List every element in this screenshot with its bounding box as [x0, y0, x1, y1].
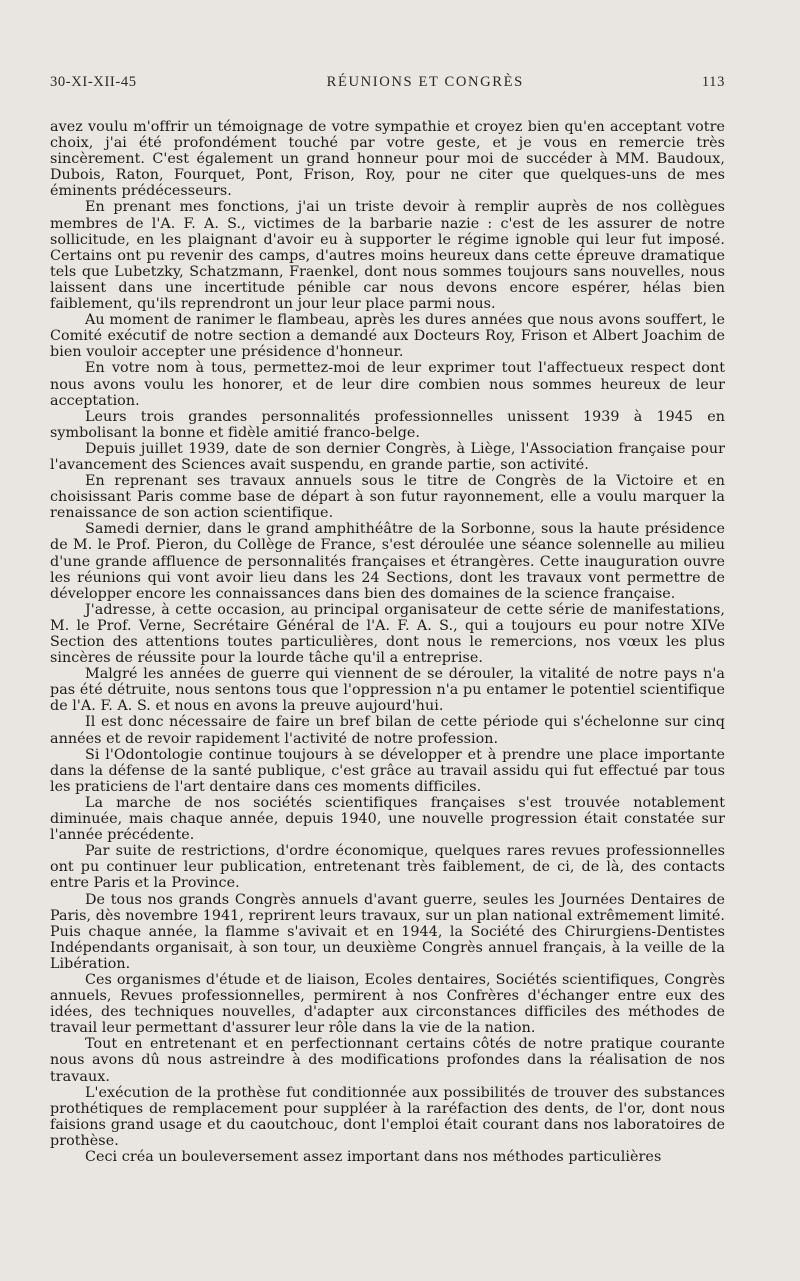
paragraph: J'adresse, à cette occasion, au principal organisateur de cette série de manifestations, M. le Prof. Verne, Secrétaire Général de l'A. F. A. S., qui a toujours eu pour notre XIVe Section des attentions toutes particulières, dont nous le remercions, nos vœux les plus sincères de réussite pour la lourde tâche qu'il a entreprise.: [50, 601, 725, 667]
paragraph: Depuis juillet 1939, date de son dernier Congrès, à Liège, l'Association française pour l'avancement des Sciences avait suspendu, en grande partie, son activité.: [50, 440, 725, 473]
page-number: 113: [701, 74, 725, 90]
paragraph: De tous nos grands Congrès annuels d'avant guerre, seules les Journées Dentaires de Paris, dès novembre 1941, reprirent leurs travaux, sur un plan national extrêmement limité. Puis chaque année, la flamme s'avivait et en 1944, la Société des Chirurgiens-Dentistes Indépendants organisait, à son tour, un deuxième Congrès annuel français, à la veille de la Libération.: [50, 891, 725, 972]
paragraph: Ces organismes d'étude et de liaison, Ecoles dentaires, Sociétés scientifiques, Congrès annuels, Revues professionnelles, permirent à nos Confrères d'échanger entre eux des idées, des techniques nouvelles, d'adapter aux circonstances difficiles des méthodes de travail leur permettant d'assurer leur rôle dans la vie de la nation.: [50, 971, 725, 1037]
header-title: RÉUNIONS ET CONGRÈS: [326, 74, 524, 90]
paragraph: En votre nom à tous, permettez-moi de leur exprimer tout l'affectueux respect dont nous avons voulu les honorer, et de leur dire combien nous sommes heureux de leur acceptation.: [50, 360, 725, 409]
header-date: 30-XI-XII-45: [50, 74, 137, 90]
paragraph: Il est donc nécessaire de faire un bref bilan de cette période qui s'échelonne sur cinq années et de revoir rapidement l'activité de notre profession.: [50, 714, 725, 747]
paragraph: En reprenant ses travaux annuels sous le titre de Congrès de la Victoire et en choisissant Paris comme base de départ à son futur rayonnement, elle a voulu marquer la renaissance de son action scientifique.: [50, 473, 725, 522]
paragraph: L'exécution de la prothèse fut conditionnée aux possibilités de trouver des substances prothétiques de remplacement pour suppléer à la raréfaction des dents, de l'or, dont nous faisions grand usage et du caoutchouc, dont l'emploi était courant dans nos laboratoires de prothèse.: [50, 1084, 725, 1149]
paragraph: Tout en entretenant et en perfectionnant certains côtés de notre pratique courante nous avons dû nous astreindre à des modifications profondes dans la réalisation de nos travaux.: [50, 1036, 725, 1085]
paragraph: Par suite de restrictions, d'ordre économique, quelques rares revues professionnelles ont pu continuer leur publication, entretenant très faiblement, de ci, de là, des contacts entre Paris et la Province.: [50, 843, 725, 892]
paragraph: Si l'Odontologie continue toujours à se développer et à prendre une place importante dans la défense de la santé publique, c'est grâce au travail assidu qui fut effectué par tous les praticiens de l'art dentaire dans ces moments difficiles.: [50, 746, 725, 795]
paragraph: avez voulu m'offrir un témoignage de votre sympathie et croyez bien qu'en acceptant votre choix, j'ai été profondément touché par votre geste, et je vous en remercie très sincèrement. C'est également un grand honneur pour moi de succéder à MM. Baudoux, Dubois, Raton, Fourquet, Pont, Frison, Roy, pour ne citer que quelques-uns de mes éminents prédécesseurs.: [50, 119, 725, 200]
running-header: [50, 74, 725, 91]
paragraph: Samedi dernier, dans le grand amphithéâtre de la Sorbonne, sous la haute présidence de M. le Prof. Pieron, du Collège de France, s'est déroulée une séance solennelle au milieu d'une grande affluence de personnalités françaises et étrangères. Cette inauguration ouvre les réunions qui vont avoir lieu dans les 24 Sections, dont les travaux vont permettre de développer encore les connaissances dans bien des domaines de la science française.: [50, 521, 725, 602]
paragraph: Malgré les années de guerre qui viennent de se dérouler, la vitalité de notre pays n'a pas été détruite, nous sentons tous que l'oppression n'a pu entamer le potentiel scientifique de l'A. F. A. S. et nous en avons la preuve aujourd'hui.: [50, 666, 725, 715]
paragraph: En prenant mes fonctions, j'ai un triste devoir à remplir auprès de nos collègues membres de l'A. F. A. S., victimes de la barbarie nazie : c'est de les assurer de notre sollicitude, en les plaignant d'avoir eu à supporter le régime ignoble qui leur fut imposé. Certains ont pu revenir des camps, d'autres moins heureux dans cette épreuve dramatique tels que Lubetzky, Schatzmann, Fraenkel, dont nous sommes toujours sans nouvelles, nous laissent dans une incertitude pénible car nous devons encore espérer, hélas bien faiblement, qu'ils reprendront un jour leur place parmi nous.: [50, 199, 725, 313]
paragraph: Ceci créa un bouleversement assez important dans nos méthodes particulières: [85, 1149, 662, 1165]
body-text: [50, 119, 725, 1165]
paragraph: Leurs trois grandes personnalités professionnelles unissent 1939 à 1945 en symbolisant la bonne et fidèle amitié franco-belge.: [50, 408, 725, 441]
paragraph: La marche de nos sociétés scientifiques françaises s'est trouvée notablement diminuée, mais chaque année, depuis 1940, une nouvelle progression était constatée sur l'année précédente.: [50, 794, 725, 844]
paragraph: Au moment de ranimer le flambeau, après les dures années que nous avons souffert, le Comité exécutif de notre section a demandé aux Docteurs Roy, Frison et Albert Joachim de bien vouloir accepter une présidence d'honneur.: [50, 312, 725, 361]
